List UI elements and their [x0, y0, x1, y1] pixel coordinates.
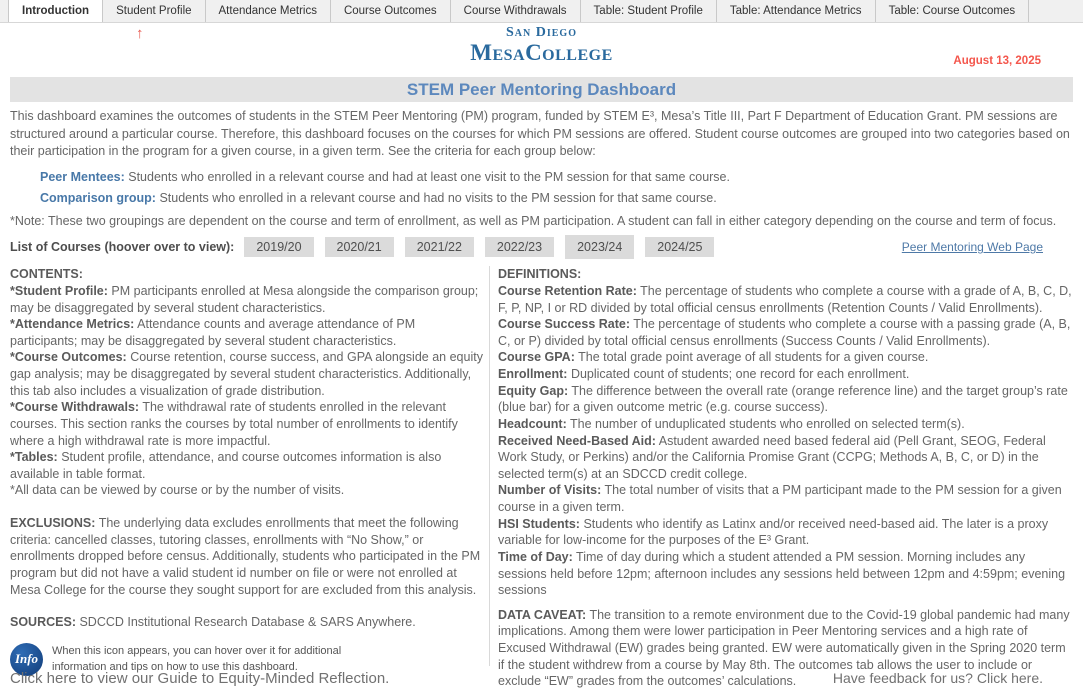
info-hint-text: When this icon appears, you can hover over it for additional information and tips on how to use this dashboard. — [52, 644, 342, 674]
worksheet-tab-bar — [0, 0, 1083, 23]
definition-course-gpa: Course GPA: The total grade point average of all students for a given course. — [498, 350, 929, 365]
year-button-2021-22[interactable]: 2021/22 — [405, 237, 474, 257]
tab-introduction[interactable]: Introduction — [8, 0, 103, 22]
logo-line-san-diego: San Diego — [506, 25, 577, 40]
dashboard-header — [0, 23, 1083, 77]
tab-table-student-profile[interactable]: Table: Student Profile — [581, 0, 717, 22]
contents-footnote: *All data can be viewed by course or by the number of visits. — [10, 483, 345, 498]
title-bar — [10, 77, 1073, 102]
definition-equity-gap: Equity Gap: The difference between the overall rate (orange reference line) and the target group’s rate (blue bar) for a given outcome metric (e.g. course success). — [498, 383, 1068, 415]
peer-mentees-term: Peer Mentees: — [40, 169, 125, 184]
year-button-2022-23[interactable]: 2022/23 — [485, 237, 554, 257]
page-title: STEM Peer Mentoring Dashboard — [406, 79, 677, 99]
tab-course-withdrawals[interactable]: Course Withdrawals — [451, 0, 581, 22]
tab-table-attendance-metrics[interactable]: Table: Attendance Metrics — [717, 0, 876, 22]
peer-mentees-definition — [40, 167, 1073, 189]
comparison-group-text: Students who enrolled in a relevant course and had no visits to the PM session for that same course. — [159, 191, 717, 206]
tab-course-outcomes[interactable]: Course Outcomes — [331, 0, 451, 22]
year-button-2024-25[interactable]: 2024/25 — [645, 237, 714, 257]
peer-mentoring-web-page-link[interactable]: Peer Mentoring Web Page — [901, 240, 1043, 255]
definition-hsi-students: HSI Students: Students who identify as Latinx and/or received need-based aid. The later is a proxy variable for low-income for the purposes of the E³ Grant. — [498, 516, 1049, 548]
report-date: August 13, 2025 — [953, 55, 1041, 67]
course-list-label: List of Courses (hoover over to view): — [10, 240, 235, 255]
contents-item-student-profile: *Student Profile: PM participants enrolled at Mesa alongside the comparison group; may be disaggregated by several student characteristics. — [10, 283, 479, 315]
exclusions-paragraph: EXCLUSIONS: The underlying data excludes enrollments that meet the following criteria: cancelled classes, tutoring classes, enrollments with “No Show,” or enrollments dropped before census. Additionally, students who participated in the PM program but did not have a valid student id number on file or were not enrolled at Mesa College for the course they sought support for are excluded from this analysis. — [10, 516, 481, 597]
info-icon[interactable]: Info — [10, 643, 43, 676]
tab-attendance-metrics[interactable]: Attendance Metrics — [206, 0, 331, 22]
contents-item-attendance-metrics: *Attendance Metrics: Attendance counts and average attendance of PM participants; may be disaggregated by several student characteristics. — [10, 317, 416, 348]
definition-enrollment: Enrollment: Duplicated count of students; one record for each enrollment. — [498, 367, 910, 381]
up-arrow-icon: ↑ — [136, 25, 144, 42]
definitions-heading: DEFINITIONS: — [498, 267, 582, 282]
comparison-group-term: Comparison group: — [40, 191, 156, 206]
group-criteria-list — [40, 167, 1073, 211]
feedback-link[interactable]: Have feedback for us? Click here. — [832, 670, 1043, 687]
logo-line-mesa-college: MesaCollege — [470, 39, 613, 65]
contents-item-course-withdrawals: *Course Withdrawals: The withdrawal rate of students enrolled in the relevant courses. This section ranks the courses by total number of enrollments to identify where a high withdrawal rate is more impactful. — [10, 400, 458, 448]
contents-item-tables: *Tables: Student profile, attendance, and course outcomes information is also available in table format. — [10, 450, 442, 481]
comparison-group-definition — [40, 188, 1073, 210]
sources-paragraph: SOURCES: SDCCD Institutional Research Database & SARS Anywhere. — [10, 615, 416, 630]
definition-course-success-rate: Course Success Rate: The percentage of students who complete a course with a passing grade (A, B, C, or P) divided by total official census enrollments (Success Counts / Valid Enrollments). — [498, 317, 1071, 348]
note-paragraph: *Note: These two groupings are dependent on the course and term of enrollment, as well as PM participation. A student can fall in either category depending on the course and term of focus. — [10, 214, 1057, 229]
definition-time-of-day: Time of Day: Time of day during which a student attended a PM session. Morning includes any sessions held before 12pm; afternoon includes any sessions held between 12pm and 4:59pm; evening sessions — [498, 549, 1066, 598]
tab-student-profile[interactable]: Student Profile — [103, 0, 205, 22]
definition-received-need-based-aid: Received Need-Based Aid: Astudent awarded need based federal aid (Pell Grant, SEOG, Federal Work Study, or Perkins) and/or the California Promise Grant (CCPG; Methods A, B, C, or D) in the selected term(s) at an SDCCD credit college. — [498, 433, 1046, 481]
year-button-2023-24[interactable]: 2023/24 — [565, 235, 634, 259]
intro-paragraph: This dashboard examines the outcomes of students in the STEM Peer Mentoring (PM) program, funded by STEM E³, Mesa’s Title III, Part F Department of Education Grant. PM sessions are structured around a particular course. Therefore, this dashboard focuses on the courses for which PM sessions are offered. Student course outcomes are grouped into two categories based on their participation in the program for a given course, in a given term. See the criteria for each group below: — [10, 109, 1070, 158]
peer-mentees-text: Students who enrolled in a relevant course and had at least one visit to the PM session for that same course. — [128, 169, 730, 184]
definition-number-of-visits: Number of Visits: The total number of visits that a PM participant made to the PM session for a given course in a given term. — [498, 483, 1062, 514]
left-column — [10, 266, 489, 674]
tab-table-course-outcomes[interactable]: Table: Course Outcomes — [876, 0, 1030, 22]
definition-course-retention-rate: Course Retention Rate: The percentage of students who complete a course with a grade of A, B, C, D, F, P, NP, I or RD divided by total official census enrollments (Retention Counts / Valid Enrollments). — [498, 283, 1072, 315]
year-button-2020-21[interactable]: 2020/21 — [325, 237, 394, 257]
contents-item-course-outcomes: *Course Outcomes: Course retention, course success, and GPA alongside an equity gap analysis; may be disaggregated by several student characteristics. Additionally, this tab also includes a visualization of grade distribution. — [10, 350, 483, 398]
data-caveat-paragraph: DATA CAVEAT: The transition to a remote environment due to the Covid-19 global pandemic had many implications. Among them were lower participation in Peer Mentoring services and a high rate of Excused Withdrawal (EW) grades being granted. EW were automatically given in the Spring 2020 term if the student withdrew from a course by May 8th. The outcomes tab allows the user to include or exclude “EW” grades from the outcomes’ calculations. — [498, 607, 1070, 689]
year-button-2019-20[interactable]: 2019/20 — [244, 237, 313, 257]
contents-heading: CONTENTS: — [10, 267, 83, 282]
mesa-college-logo — [0, 26, 1083, 64]
course-list-row — [10, 235, 1073, 259]
equity-guide-link[interactable]: Click here to view our Guide to Equity-Minded Reflection. — [10, 670, 390, 688]
definition-headcount: Headcount: The number of unduplicated students who enrolled on selected term(s). — [498, 416, 965, 431]
